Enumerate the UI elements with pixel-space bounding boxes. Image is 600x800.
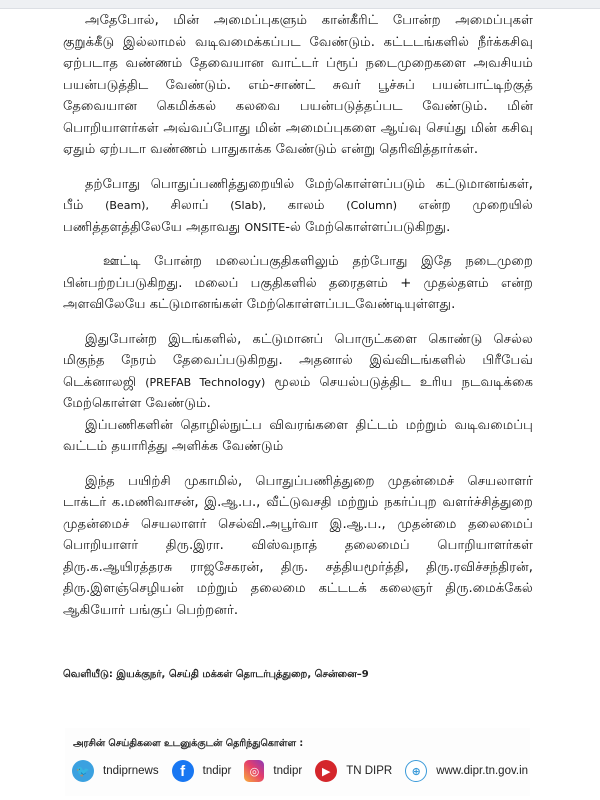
footer-title: அரசின் செய்திகளை உடனுக்குடன் தெரிந்துகொள்ள :: [73, 738, 304, 749]
english-term-slab: (Slab),: [230, 199, 267, 212]
paragraph-technical-details: இப்பணிகளின் தொழில்நுட்ப விவரங்களை திட்டம் மற்றும் வடிவமைப்பு வட்டம் தயாரித்து அளிக்க வேண்டும்: [63, 417, 533, 454]
social-label: tndipr: [202, 765, 232, 777]
english-term-prefab: (PREFAB Technology): [145, 375, 266, 389]
youtube-icon: ▶: [315, 760, 337, 782]
instagram-icon: ◎: [244, 760, 264, 782]
social-label: TN DIPR: [346, 765, 393, 777]
social-youtube[interactable]: [315, 760, 392, 782]
english-term-onsite: ONSITE: [244, 220, 286, 234]
viewer-top-strip: [0, 0, 600, 9]
text-segment: தற்போது பொதுப்பணித்துறையில் மேற்கொள்ளப்படும் கட்டுமானங்கள், பீம்: [63, 176, 533, 213]
social-label: www.dipr.tn.gov.in: [436, 765, 529, 777]
paragraph-construction-methods: [63, 174, 533, 239]
twitter-icon: 🐦: [72, 760, 94, 782]
paragraph-hill-areas: ஊட்டி போன்ற மலைப்பகுதிகளிலும் தற்போது இதே நடைமுறை பின்பற்றப்படுகிறது. மலைப் பகுதிகளில் தரைதளம் + முதல்தளம் என்ற அளவிலேயே கட்டுமானங்கள் மேற்கொள்ளப்படவேண்டியுள்ளது.: [63, 254, 533, 312]
text-segment: இதுபோன்ற இடங்களில், கட்டுமானப் பொருட்களை கொண்டு செல்ல மிகுந்த நேரம் தேவைப்படுகிறது. அதனால் இவ்விடங்களில் பிரீபேவ் டெக்னாலஜி: [63, 331, 533, 390]
social-twitter[interactable]: [72, 760, 159, 782]
text-segment: சிலாப்: [148, 198, 231, 213]
social-facebook[interactable]: [172, 760, 232, 782]
text-segment: மூலம் செயல்படுத்திட உரிய நடவடிக்கை மேற்கொள்ள வேண்டும்.: [63, 374, 534, 411]
facebook-icon: f: [172, 760, 194, 782]
english-term-beam: (Beam),: [105, 199, 149, 212]
paragraph-electrical-guidelines: அதேபோல், மின் அமைப்புகளும் கான்கீரிட் போன்ற அமைப்புகள் குறுக்கீடு இல்லாமல் வடிவமைக்கப்பட வேண்டும். கட்டடங்களில் நீர்க்கசிவு ஏற்படாத வண்ணம் தேவையான வாட்டர் ப்ரூப் நடைமுறைகளை அவசியம் பயன்படுத்திட வேண்டும். எம்-சாண்ட் சுவர் பூச்சுப் பயன்பாட்டிற்குத் தேவையான கெமிக்கல் கலவை பயன்படுத்தப்பட வேண்டும். மின் பொறியாளர்கள் அவ்வப்போது மின் அமைப்புகளை ஆய்வு செய்து மின் கசிவு ஏதும் ஏற்படா வண்ணம் பாதுகாக்க வேண்டும் என்று தெரிவித்தார்கள்.: [63, 13, 533, 157]
release-line: வெளியீடு: இயக்குநர், செய்தி மக்கள் தொடர்புத்துறை, சென்னை–9: [63, 669, 369, 680]
social-label: tndiprnews: [103, 765, 159, 777]
social-links: [72, 760, 541, 782]
text-segment: என்ற முறையில் பணித்தளத்திலேயே அதாவது: [63, 198, 533, 235]
press-release-page: [63, 10, 533, 621]
social-website[interactable]: [405, 760, 528, 782]
text-segment: -ல் மேற்கொள்ளப்படுகிறது.: [285, 219, 451, 235]
text-segment: காலம்: [266, 198, 347, 213]
paragraph-participants: இந்த பயிற்சி முகாமில், பொதுப்பணித்துறை முதன்மைச் செயலாளர் டாக்டர் க.மணிவாசன், இ.ஆ.ப., வீட்டுவசதி மற்றும் நகர்ப்புற வளர்ச்சித்துறை முதன்மைச் செயலாளர் செல்வி.அபூர்வா இ.ஆ.ப., முதன்மை தலைமைப் பொறியாளர் திரு.இரா. விஸ்வநாத் தலைமைப் பொறியாளர்கள் திரு.க.ஆயிரத்தரசு ராஜசேகரன், திரு. சத்தியமூர்த்தி, திரு.ரவிச்சந்திரன், திரு.இளஞ்செழியன் மற்றும் தலைமை கட்டடக் கலைஞர் திரு.மைக்கேல் ஆகியோர் பங்குப் பெற்றனர்.: [63, 473, 533, 618]
social-instagram[interactable]: [244, 760, 302, 782]
globe-icon: ⊕: [405, 760, 427, 782]
paragraph-prefab-technology: [63, 329, 533, 415]
english-term-column: (Column): [346, 199, 398, 212]
social-label: tndipr: [273, 765, 303, 777]
